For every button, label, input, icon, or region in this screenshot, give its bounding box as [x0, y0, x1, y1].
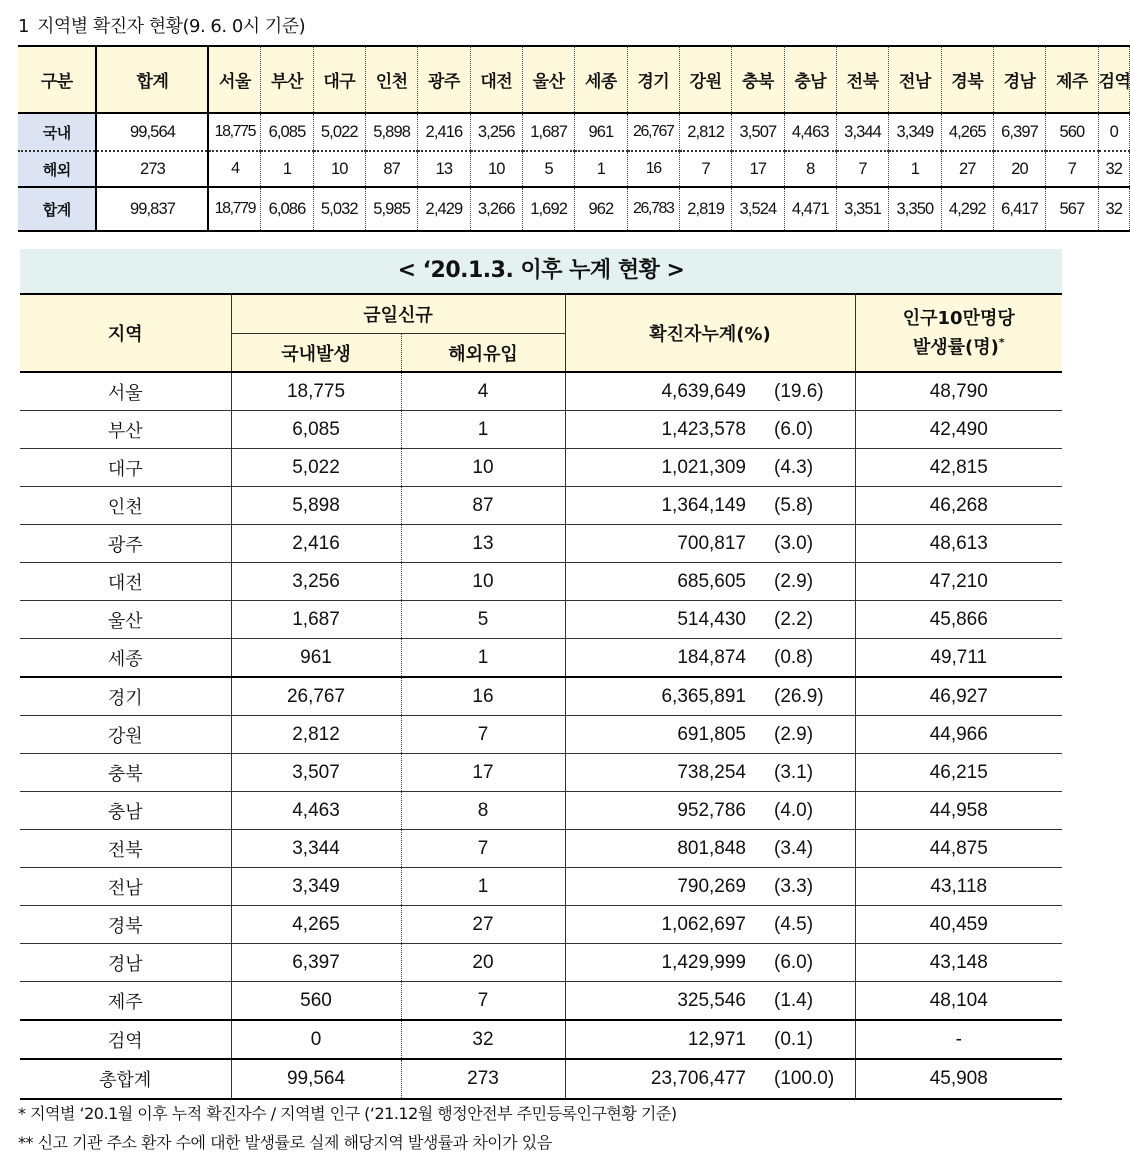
- section-number: 1: [18, 16, 29, 37]
- cumulative-cell: 691,805: [565, 716, 756, 754]
- summary-header-region: 경남: [993, 46, 1045, 113]
- summary-header-region: 광주: [418, 46, 470, 113]
- percent-cell: (0.1): [756, 1020, 855, 1059]
- rate-cell: 40,459: [855, 906, 1062, 944]
- table-row: [20, 639, 1062, 678]
- overseas-cell: 20: [401, 944, 565, 982]
- summary-cell: 17: [732, 151, 784, 187]
- rate-cell: 45,908: [855, 1059, 1062, 1099]
- domestic-cell: 26,767: [231, 677, 401, 716]
- summary-cell: 567: [1046, 187, 1098, 231]
- summary-row: [18, 151, 1130, 187]
- summary-row-label: 해외: [18, 151, 96, 187]
- incidence-rate-header-line1: 인구10만명당: [902, 307, 1015, 329]
- section-heading: [18, 12, 305, 38]
- domestic-cell: 18,775: [231, 372, 401, 411]
- overseas-cell: 8: [401, 792, 565, 830]
- percent-cell: (1.4): [756, 982, 855, 1021]
- cumulative-cell: 6,365,891: [565, 677, 756, 716]
- percent-cell: (5.8): [756, 487, 855, 525]
- summary-header-sum: 합계: [96, 46, 208, 113]
- regional-summary-table-wrapper: [18, 45, 1130, 235]
- table-row: [20, 830, 1062, 868]
- summary-row-sum: 99,837: [96, 187, 208, 231]
- region-cell: 대구: [20, 449, 231, 487]
- table-row: [20, 868, 1062, 906]
- footnote-2: ** 신고 기관 주소 환자 수에 대한 발생률로 실제 해당지역 발생률과 차이가 있음: [18, 1133, 552, 1152]
- region-cell: 경북: [20, 906, 231, 944]
- summary-header-region: 전남: [889, 46, 941, 113]
- summary-header-region: 강원: [679, 46, 731, 113]
- overseas-cell: 5: [401, 601, 565, 639]
- summary-cell: 32: [1098, 187, 1129, 231]
- summary-cell: 560: [1046, 113, 1098, 151]
- percent-cell: (4.3): [756, 449, 855, 487]
- summary-header-row: [18, 46, 1130, 113]
- rate-cell: 48,613: [855, 525, 1062, 563]
- summary-cell: 18,779: [208, 187, 260, 231]
- summary-header-region: 충남: [784, 46, 836, 113]
- overseas-cell: 87: [401, 487, 565, 525]
- summary-row-label: 국내: [18, 113, 96, 151]
- table-row: [20, 525, 1062, 563]
- rate-cell: 46,268: [855, 487, 1062, 525]
- domestic-cell: 1,687: [231, 601, 401, 639]
- summary-cell: 6,085: [261, 113, 313, 151]
- summary-row-sum: 273: [96, 151, 208, 187]
- cumulative-title: < ‘20.1.3. 이후 누계 현황 >: [20, 249, 1062, 293]
- percent-cell: (4.5): [756, 906, 855, 944]
- summary-cell: 5,022: [313, 113, 365, 151]
- rate-cell: 48,104: [855, 982, 1062, 1021]
- cumulative-cell: 23,706,477: [565, 1059, 756, 1099]
- summary-cell: 3,350: [889, 187, 941, 231]
- table-row: [20, 563, 1062, 601]
- region-cell: 전남: [20, 868, 231, 906]
- rate-cell: 46,215: [855, 754, 1062, 792]
- region-cell: 광주: [20, 525, 231, 563]
- overseas-cell: 4: [401, 372, 565, 411]
- rate-cell: 45,866: [855, 601, 1062, 639]
- domestic-cell: 3,507: [231, 754, 401, 792]
- overseas-cell: 27: [401, 906, 565, 944]
- summary-cell: 6,417: [993, 187, 1045, 231]
- cumulative-cell: 184,874: [565, 639, 756, 678]
- domestic-cell: 4,463: [231, 792, 401, 830]
- rate-cell: -: [855, 1020, 1062, 1059]
- cumulative-header-row-1: [20, 294, 1062, 334]
- overseas-cell: 273: [401, 1059, 565, 1099]
- summary-cell: 32: [1098, 151, 1129, 187]
- domestic-cell: 3,349: [231, 868, 401, 906]
- summary-cell: 3,507: [732, 113, 784, 151]
- summary-cell: 1,687: [522, 113, 574, 151]
- table-row: [20, 1059, 1062, 1099]
- summary-cell: 3,266: [470, 187, 522, 231]
- domestic-cell: 5,022: [231, 449, 401, 487]
- table-row: [20, 944, 1062, 982]
- table-row: [20, 487, 1062, 525]
- incidence-rate-header: [855, 294, 1062, 372]
- overseas-cell: 16: [401, 677, 565, 716]
- summary-row: [18, 113, 1130, 151]
- summary-header-region: 충북: [732, 46, 784, 113]
- footnote-1: * 지역별 ‘20.1월 이후 누적 확진자수 / 지역별 인구 (‘21.12월 행정안전부 주민등록인구현황 기준): [18, 1104, 677, 1123]
- region-cell: 울산: [20, 601, 231, 639]
- summary-cell: 1: [575, 151, 627, 187]
- summary-cell: 4,471: [784, 187, 836, 231]
- today-new-header: 금일신규: [231, 294, 565, 334]
- summary-cell: 5,985: [365, 187, 417, 231]
- cumulative-cell: 801,848: [565, 830, 756, 868]
- summary-cell: 13: [418, 151, 470, 187]
- table-row: [20, 982, 1062, 1021]
- summary-cell: 8: [784, 151, 836, 187]
- regional-summary-table: [18, 45, 1130, 232]
- summary-cell: 20: [993, 151, 1045, 187]
- summary-cell: 3,524: [732, 187, 784, 231]
- summary-cell: 3,344: [836, 113, 888, 151]
- rate-cell: 44,958: [855, 792, 1062, 830]
- table-row: [20, 716, 1062, 754]
- overseas-cell: 17: [401, 754, 565, 792]
- overseas-cell: 7: [401, 716, 565, 754]
- table-row: [20, 906, 1062, 944]
- summary-cell: 87: [365, 151, 417, 187]
- percent-cell: (2.2): [756, 601, 855, 639]
- domestic-cell: 3,344: [231, 830, 401, 868]
- region-cell: 경남: [20, 944, 231, 982]
- table-row: [20, 792, 1062, 830]
- region-cell: 대전: [20, 563, 231, 601]
- region-header: 지역: [20, 294, 231, 372]
- summary-cell: 2,416: [418, 113, 470, 151]
- percent-cell: (6.0): [756, 944, 855, 982]
- cumulative-cell: 1,364,149: [565, 487, 756, 525]
- summary-cell: 10: [313, 151, 365, 187]
- rate-cell: 43,148: [855, 944, 1062, 982]
- summary-cell: 6,397: [993, 113, 1045, 151]
- region-cell: 부산: [20, 411, 231, 449]
- domestic-header: 국내발생: [231, 334, 401, 373]
- summary-header-region: 검역: [1098, 46, 1129, 113]
- summary-header-region: 부산: [261, 46, 313, 113]
- table-row: [20, 372, 1062, 411]
- cumulative-cell: 4,639,649: [565, 372, 756, 411]
- table-row: [20, 677, 1062, 716]
- cumulative-table: [20, 293, 1062, 1100]
- summary-cell: 16: [627, 151, 679, 187]
- summary-cell: 961: [575, 113, 627, 151]
- summary-cell: 4,463: [784, 113, 836, 151]
- summary-cell: 27: [941, 151, 993, 187]
- percent-cell: (4.0): [756, 792, 855, 830]
- summary-cell: 4: [208, 151, 260, 187]
- table-row: [20, 411, 1062, 449]
- summary-header-region: 인천: [365, 46, 417, 113]
- percent-cell: (26.9): [756, 677, 855, 716]
- region-cell: 전북: [20, 830, 231, 868]
- overseas-cell: 1: [401, 411, 565, 449]
- summary-cell: 4,265: [941, 113, 993, 151]
- summary-cell: 2,819: [679, 187, 731, 231]
- summary-header-region: 제주: [1046, 46, 1098, 113]
- summary-header-region: 대구: [313, 46, 365, 113]
- domestic-cell: 0: [231, 1020, 401, 1059]
- cumulative-count-header: 확진자누계(%): [565, 294, 855, 372]
- summary-cell: 7: [679, 151, 731, 187]
- rate-cell: 44,875: [855, 830, 1062, 868]
- table-row: [20, 449, 1062, 487]
- percent-cell: (6.0): [756, 411, 855, 449]
- percent-cell: (3.0): [756, 525, 855, 563]
- domestic-cell: 560: [231, 982, 401, 1021]
- summary-cell: 3,351: [836, 187, 888, 231]
- percent-cell: (2.9): [756, 563, 855, 601]
- cumulative-cell: 1,429,999: [565, 944, 756, 982]
- region-cell: 충남: [20, 792, 231, 830]
- overseas-cell: 10: [401, 449, 565, 487]
- percent-cell: (0.8): [756, 639, 855, 678]
- region-cell: 검역: [20, 1020, 231, 1059]
- summary-cell: 26,783: [627, 187, 679, 231]
- section-title: 지역별 확진자 현황(9. 6. 0시 기준): [36, 16, 306, 37]
- rate-cell: 49,711: [855, 639, 1062, 678]
- rate-cell: 47,210: [855, 563, 1062, 601]
- summary-header-region: 경기: [627, 46, 679, 113]
- rate-cell: 48,790: [855, 372, 1062, 411]
- cumulative-cell: 12,971: [565, 1020, 756, 1059]
- cumulative-cell: 1,062,697: [565, 906, 756, 944]
- summary-cell: 5: [522, 151, 574, 187]
- summary-cell: 6,086: [261, 187, 313, 231]
- cumulative-cell: 790,269: [565, 868, 756, 906]
- percent-cell: (3.3): [756, 868, 855, 906]
- rate-cell: 44,966: [855, 716, 1062, 754]
- summary-cell: 3,349: [889, 113, 941, 151]
- summary-cell: 0: [1098, 113, 1129, 151]
- table-row: [20, 754, 1062, 792]
- summary-cell: 1: [261, 151, 313, 187]
- summary-row-label: 합계: [18, 187, 96, 231]
- cumulative-cell: 1,021,309: [565, 449, 756, 487]
- summary-cell: 7: [836, 151, 888, 187]
- region-cell: 경기: [20, 677, 231, 716]
- overseas-cell: 7: [401, 830, 565, 868]
- summary-cell: 962: [575, 187, 627, 231]
- region-cell: 인천: [20, 487, 231, 525]
- rate-cell: 42,815: [855, 449, 1062, 487]
- percent-cell: (3.4): [756, 830, 855, 868]
- domestic-cell: 2,812: [231, 716, 401, 754]
- cumulative-cell: 514,430: [565, 601, 756, 639]
- cumulative-cell: 685,605: [565, 563, 756, 601]
- summary-cell: 5,032: [313, 187, 365, 231]
- cumulative-cell: 700,817: [565, 525, 756, 563]
- domestic-cell: 5,898: [231, 487, 401, 525]
- summary-cell: 2,812: [679, 113, 731, 151]
- summary-cell: 3,256: [470, 113, 522, 151]
- region-cell: 서울: [20, 372, 231, 411]
- cumulative-cell: 738,254: [565, 754, 756, 792]
- summary-header-region: 울산: [522, 46, 574, 113]
- percent-cell: (19.6): [756, 372, 855, 411]
- region-cell: 총합계: [20, 1059, 231, 1099]
- summary-cell: 7: [1046, 151, 1098, 187]
- cumulative-cell: 952,786: [565, 792, 756, 830]
- percent-cell: (2.9): [756, 716, 855, 754]
- cumulative-cell: 1,423,578: [565, 411, 756, 449]
- summary-cell: 18,775: [208, 113, 260, 151]
- summary-cell: 10: [470, 151, 522, 187]
- incidence-rate-header-line2: 발생률(명): [912, 336, 999, 358]
- domestic-cell: 6,085: [231, 411, 401, 449]
- percent-cell: (3.1): [756, 754, 855, 792]
- summary-cell: 26,767: [627, 113, 679, 151]
- incidence-rate-footnote-mark: *: [998, 335, 1005, 349]
- overseas-cell: 13: [401, 525, 565, 563]
- rate-cell: 46,927: [855, 677, 1062, 716]
- region-cell: 제주: [20, 982, 231, 1021]
- domestic-cell: 6,397: [231, 944, 401, 982]
- rate-cell: 43,118: [855, 868, 1062, 906]
- table-row: [20, 601, 1062, 639]
- summary-header-region: 세종: [575, 46, 627, 113]
- region-cell: 충북: [20, 754, 231, 792]
- summary-row-sum: 99,564: [96, 113, 208, 151]
- domestic-cell: 3,256: [231, 563, 401, 601]
- summary-header-region: 경북: [941, 46, 993, 113]
- overseas-cell: 1: [401, 639, 565, 678]
- summary-cell: 1: [889, 151, 941, 187]
- overseas-cell: 1: [401, 868, 565, 906]
- overseas-cell: 7: [401, 982, 565, 1021]
- domestic-cell: 2,416: [231, 525, 401, 563]
- domestic-cell: 99,564: [231, 1059, 401, 1099]
- cumulative-cell: 325,546: [565, 982, 756, 1021]
- summary-header-label: 구분: [18, 46, 96, 113]
- summary-cell: 1,692: [522, 187, 574, 231]
- summary-cell: 4,292: [941, 187, 993, 231]
- summary-header-region: 전북: [836, 46, 888, 113]
- overseas-cell: 10: [401, 563, 565, 601]
- domestic-cell: 4,265: [231, 906, 401, 944]
- summary-row: [18, 187, 1130, 231]
- summary-header-region: 서울: [208, 46, 260, 113]
- table-row: [20, 1020, 1062, 1059]
- domestic-cell: 961: [231, 639, 401, 678]
- percent-cell: (100.0): [756, 1059, 855, 1099]
- overseas-cell: 32: [401, 1020, 565, 1059]
- rate-cell: 42,490: [855, 411, 1062, 449]
- summary-cell: 5,898: [365, 113, 417, 151]
- region-cell: 세종: [20, 639, 231, 678]
- overseas-header: 해외유입: [401, 334, 565, 373]
- summary-cell: 2,429: [418, 187, 470, 231]
- region-cell: 강원: [20, 716, 231, 754]
- summary-header-region: 대전: [470, 46, 522, 113]
